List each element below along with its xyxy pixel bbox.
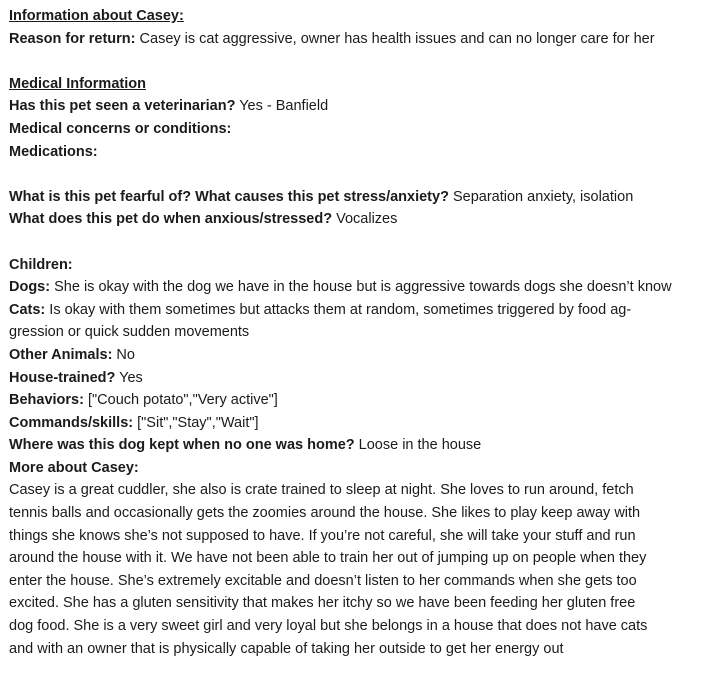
cats-line-continued (9, 321, 709, 344)
document (9, 5, 709, 660)
paragraph-line: around the house with it. We have not been able to train her out of jumping up on people when they (9, 550, 647, 567)
other-animals-label: Other Animals: (9, 346, 113, 363)
spacer (9, 231, 709, 254)
dogs-value: She is okay with the dog we have in the house but is aggressive towards dogs she doesn’t know (50, 279, 672, 296)
kept-line (9, 434, 709, 457)
paragraph-line: excited. She has a gluten sensitivity that makes her itchy so we have been feeding her gluten free (9, 595, 636, 612)
anxious-line (9, 208, 709, 231)
kept-value: Loose in the house (354, 437, 482, 454)
medications-line (9, 141, 709, 164)
kept-label: Where was this dog kept when no one was home? (9, 437, 355, 454)
vet-value: Yes - Banfield (235, 98, 329, 115)
vet-label: Has this pet seen a veterinarian? (9, 98, 236, 115)
children-line (9, 254, 709, 277)
reason-line (9, 28, 709, 51)
spacer (9, 163, 709, 186)
commands-line (9, 412, 709, 435)
behaviors-line (9, 389, 709, 412)
paragraph-line: enter the house. She’s extremely excitable and doesn’t listen to her commands when she gets too (9, 572, 637, 589)
fearful-value: Separation anxiety, isolation (448, 188, 634, 205)
cats-value: Is okay with them sometimes but attacks them at random, sometimes triggered by food ag- (45, 301, 632, 318)
cats-value-continued: gression or quick sudden movements (9, 324, 250, 341)
spacer (9, 50, 709, 73)
other-animals-value: No (112, 346, 135, 363)
medical-heading-line (9, 73, 709, 96)
commands-label: Commands/skills: (9, 414, 134, 431)
behaviors-label: Behaviors: (9, 392, 84, 409)
vet-line (9, 95, 709, 118)
behaviors-value: ["Couch potato","Very active"] (83, 392, 278, 409)
paragraph-line: and with an owner that is physically capable of taking her outside to get her energy out (9, 640, 564, 657)
reason-value: Casey is cat aggressive, owner has health issues and can no longer care for her (135, 30, 655, 47)
reason-label: Reason for return: (9, 30, 136, 47)
paragraph-line: Casey is a great cuddler, she also is crate trained to sleep at night. She loves to run around, fetch (9, 482, 634, 499)
dogs-line (9, 276, 709, 299)
house-trained-line (9, 367, 709, 390)
house-trained-label: House-trained? (9, 369, 116, 386)
anxious-value: Vocalizes (332, 211, 398, 228)
paragraph-line: dog food. She is a very sweet girl and very loyal but she belongs in a house that does not have cats (9, 618, 648, 635)
commands-value: ["Sit","Stay","Wait"] (133, 414, 259, 431)
more-about-line (9, 457, 709, 480)
fearful-label: What is this pet fearful of? What causes this pet stress/anxiety? (9, 188, 449, 205)
cats-label: Cats: (9, 301, 46, 318)
house-trained-value: Yes (115, 369, 143, 386)
concerns-line (9, 118, 709, 141)
more-about-paragraph (9, 479, 709, 660)
paragraph-line: tennis balls and occasionally gets the zoomies around the house. She likes to play keep away with (9, 505, 641, 522)
medical-heading: Medical Information (9, 75, 146, 92)
paragraph-line: things she knows she’s not supposed to have. If you’re not careful, she will take your stuff and run (9, 527, 636, 544)
more-about-label: More about Casey: (9, 459, 139, 476)
fearful-line (9, 186, 709, 209)
dogs-label: Dogs: (9, 279, 51, 296)
info-heading: Information about Casey: (9, 8, 184, 24)
children-label: Children: (9, 256, 73, 273)
cats-line (9, 299, 709, 322)
anxious-label: What does this pet do when anxious/stressed? (9, 211, 333, 228)
other-animals-line (9, 344, 709, 367)
concerns-label: Medical concerns or conditions: (9, 120, 232, 137)
info-heading-line (9, 5, 709, 28)
medications-label: Medications: (9, 143, 98, 160)
